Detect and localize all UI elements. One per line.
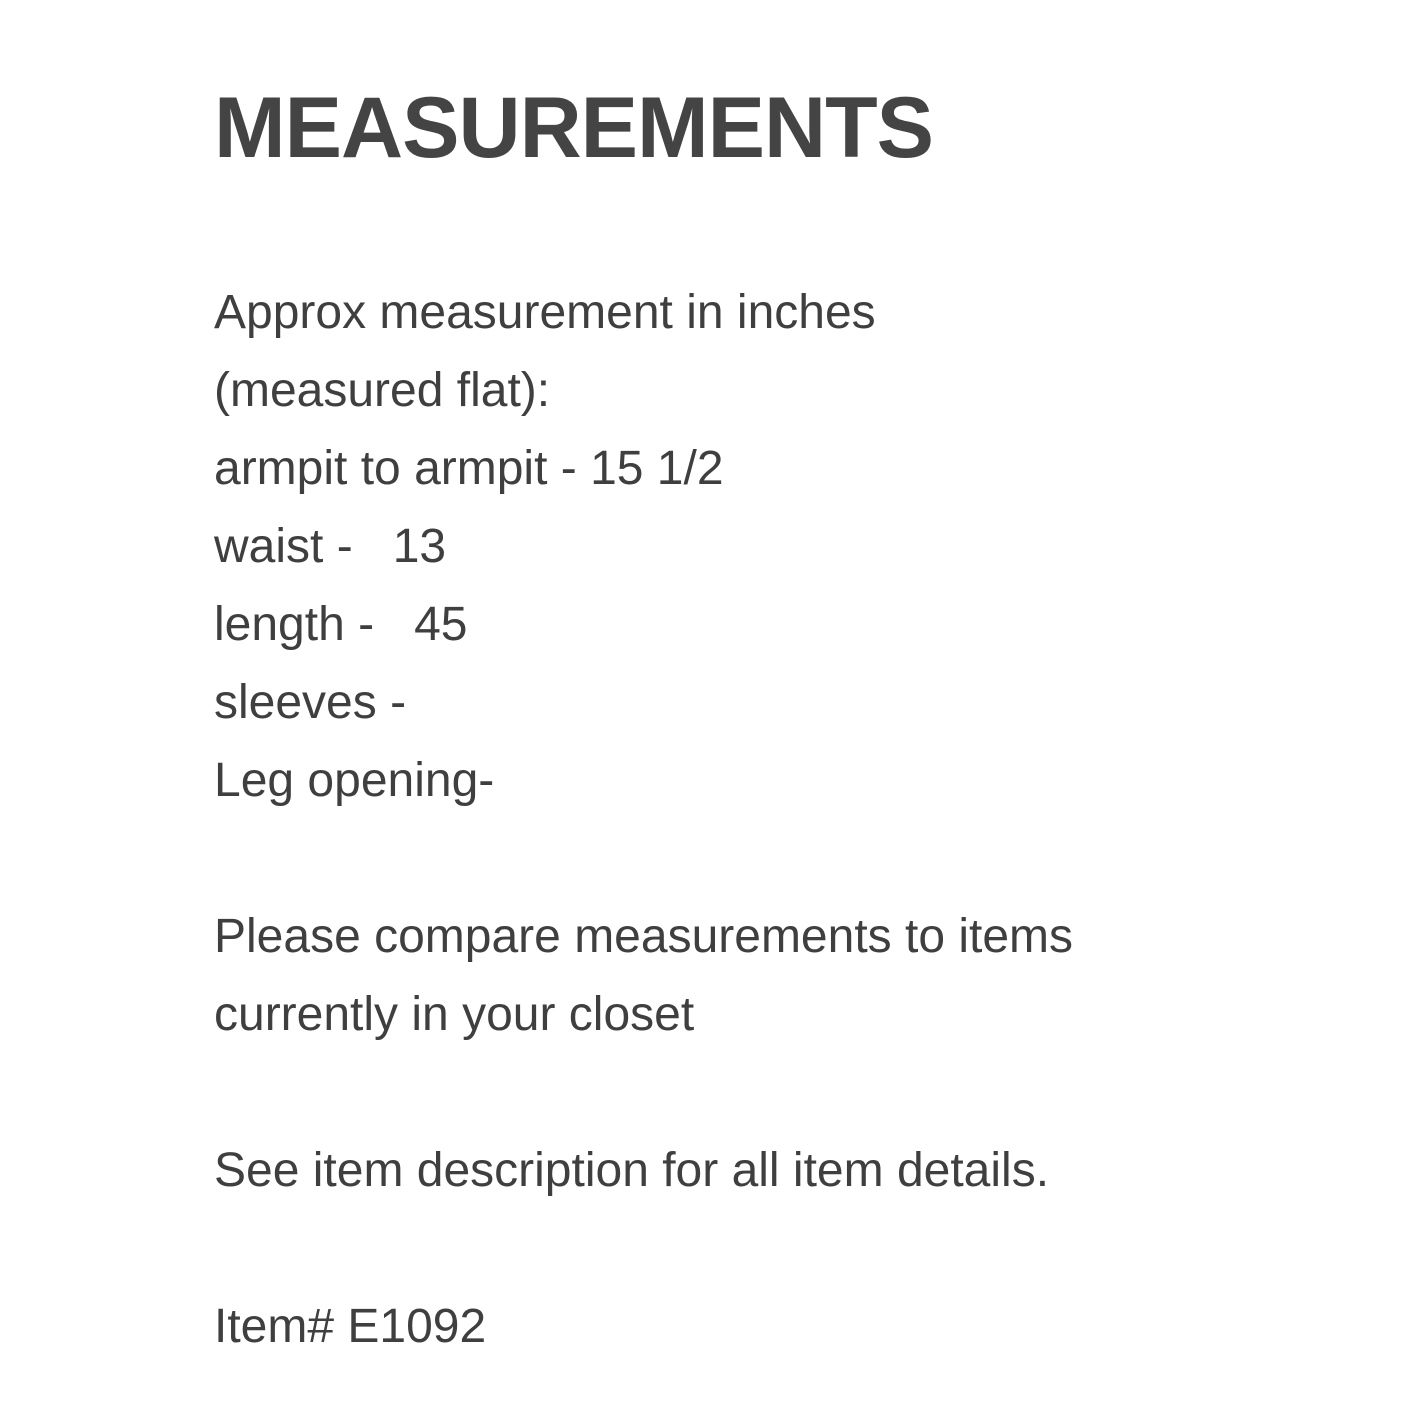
- compare-note-line-2: currently in your closet: [214, 988, 695, 1041]
- item-number: Item# E1092: [214, 1300, 487, 1353]
- measurement-armpit: armpit to armpit - 15 1/2: [214, 442, 724, 495]
- compare-note-line-1: Please compare measurements to items: [214, 910, 1074, 963]
- measurement-length: length - 45: [214, 598, 468, 651]
- measurement-sleeves: sleeves -: [214, 676, 407, 729]
- measurement-waist: waist - 13: [214, 520, 447, 573]
- page-title: MEASUREMENTS: [214, 80, 934, 176]
- intro-line-2: (measured flat):: [214, 364, 551, 417]
- description-note: See item description for all item details.: [214, 1144, 1050, 1197]
- intro-line-1: Approx measurement in inches: [214, 286, 876, 339]
- measurement-leg-opening: Leg opening-: [214, 754, 495, 807]
